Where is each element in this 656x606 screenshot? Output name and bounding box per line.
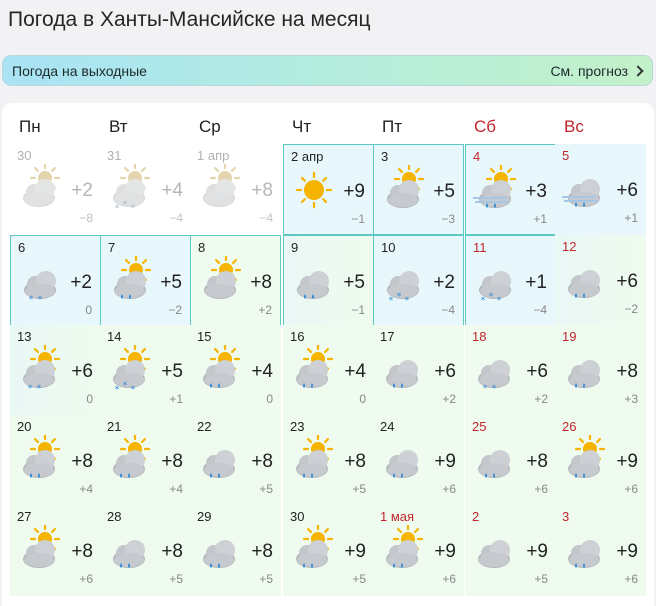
night-temperature: +6: [79, 572, 93, 586]
day-cell[interactable]: [555, 505, 646, 596]
weekday-header: Вт: [109, 117, 128, 136]
day-temperature: +4: [161, 180, 183, 201]
see-forecast-label: См. прогноз: [550, 62, 628, 79]
svg-text:*: *: [37, 295, 43, 305]
night-temperature: +4: [79, 482, 93, 496]
night-temperature: +5: [352, 482, 366, 496]
day-date: 14: [107, 329, 122, 344]
night-temperature: −1: [351, 212, 365, 226]
sun-cloud-rain-icon: [195, 345, 247, 395]
day-temperature: +9: [616, 451, 638, 472]
day-temperature: +8: [616, 361, 638, 382]
night-temperature: +5: [352, 572, 366, 586]
sun-cloud-rain-icon: [105, 435, 157, 485]
svg-text:*: *: [404, 296, 410, 306]
day-date: 19: [562, 329, 577, 344]
weekday-header: Сб: [474, 117, 497, 136]
day-temperature: +2: [71, 180, 93, 201]
sun-cloud-snow-heavy-icon: [105, 345, 157, 395]
day-cell[interactable]: [100, 415, 191, 506]
day-date: 27: [17, 509, 32, 524]
night-temperature: 0: [266, 392, 273, 406]
night-temperature: 0: [85, 303, 92, 317]
day-cell[interactable]: [373, 325, 464, 416]
cloud-icon: [470, 525, 522, 575]
day-temperature: +3: [525, 181, 547, 202]
day-date: 13: [17, 329, 32, 344]
night-temperature: +2: [258, 303, 272, 317]
svg-text:*: *: [396, 292, 402, 302]
sun-cloud-icon: [196, 256, 248, 306]
night-temperature: +4: [169, 482, 183, 496]
day-date: 21: [107, 419, 122, 434]
day-cell[interactable]: [100, 325, 191, 416]
day-temperature: +6: [526, 361, 548, 382]
day-date: 2: [472, 509, 480, 524]
night-temperature: +6: [624, 572, 638, 586]
day-date: 16: [290, 329, 305, 344]
day-cell[interactable]: [10, 415, 101, 506]
day-cell[interactable]: [465, 415, 556, 506]
svg-text:*: *: [122, 381, 128, 391]
night-temperature: −2: [624, 302, 638, 316]
day-date: 4: [473, 149, 481, 164]
sun-cloud-icon: [15, 525, 67, 575]
day-date: 3: [562, 509, 570, 524]
day-cell[interactable]: [555, 415, 646, 506]
day-date: 9: [291, 240, 299, 255]
day-date: 26: [562, 419, 577, 434]
night-temperature: −2: [168, 303, 182, 317]
day-date: 30: [290, 509, 305, 524]
day-cell[interactable]: [100, 505, 191, 596]
day-temperature: +6: [616, 271, 638, 292]
cloud-rain-icon: [105, 525, 157, 575]
day-date: 6: [18, 240, 26, 255]
svg-text:*: *: [114, 385, 120, 395]
day-temperature: +5: [343, 272, 365, 293]
day-date: 11: [473, 240, 487, 255]
sun-cloud-rain-icon: [560, 435, 612, 485]
day-temperature: +4: [344, 361, 366, 382]
day-date: 23: [290, 419, 305, 434]
day-date: 18: [472, 329, 487, 344]
day-cell[interactable]: [283, 144, 374, 235]
day-temperature: +9: [343, 181, 365, 202]
day-cell[interactable]: [10, 505, 101, 596]
sun-cloud-icon: [15, 164, 67, 214]
day-temperature: +8: [161, 451, 183, 472]
day-temperature: +8: [344, 451, 366, 472]
day-temperature: +1: [525, 272, 547, 293]
weekend-forecast-label: Погода на выходные: [12, 62, 147, 79]
night-temperature: 0: [359, 392, 366, 406]
svg-text:*: *: [27, 384, 33, 394]
svg-text:*: *: [130, 204, 136, 214]
day-cell[interactable]: [465, 144, 556, 235]
sun-cloud-rain-icon: [288, 525, 340, 575]
day-temperature: +8: [251, 541, 273, 562]
sun-fog-rain-icon: [471, 165, 523, 215]
day-temperature: +8: [251, 451, 273, 472]
day-cell[interactable]: [373, 144, 464, 235]
cloud-rain-icon: [560, 345, 612, 395]
day-temperature: +4: [251, 361, 273, 382]
cloud-rain-icon: [195, 525, 247, 575]
weekday-header: Чт: [292, 117, 312, 136]
cloud-snow-icon: [470, 345, 522, 395]
day-cell[interactable]: [373, 415, 464, 506]
night-temperature: −8: [79, 211, 93, 225]
cloud-rain-snow-icon: [289, 256, 341, 306]
sun-cloud-snow-icon: [15, 345, 67, 395]
night-temperature: −4: [259, 211, 273, 225]
night-temperature: +2: [534, 392, 548, 406]
night-temperature: +6: [624, 482, 638, 496]
day-temperature: +8: [251, 180, 273, 201]
day-cell[interactable]: [283, 325, 374, 416]
weekend-forecast-bar[interactable]: [2, 55, 653, 86]
day-cell[interactable]: [283, 235, 374, 326]
svg-text:*: *: [491, 384, 497, 394]
night-temperature: +5: [534, 572, 548, 586]
cloud-snow-heavy-icon: [379, 256, 431, 306]
day-date: 1 мая: [380, 509, 415, 524]
sun-icon: [289, 165, 341, 215]
cloud-rain-snow-icon: [560, 255, 612, 305]
svg-text:*: *: [28, 295, 34, 305]
day-date: 10: [381, 240, 396, 255]
night-temperature: −4: [441, 303, 455, 317]
day-cell[interactable]: [555, 144, 646, 235]
svg-text:*: *: [388, 296, 394, 306]
cloud-snow-heavy-icon: [471, 256, 523, 306]
day-date: 2 апр: [291, 149, 324, 164]
night-temperature: +3: [624, 392, 638, 406]
day-cell[interactable]: [555, 325, 646, 416]
day-temperature: +9: [434, 541, 456, 562]
day-cell[interactable]: [10, 144, 101, 235]
weekday-header: Пн: [19, 117, 41, 136]
sun-cloud-rain-icon: [378, 525, 430, 575]
svg-text:*: *: [482, 384, 488, 394]
day-date: 24: [380, 419, 395, 434]
day-cell[interactable]: [283, 415, 374, 506]
night-temperature: −3: [441, 212, 455, 226]
day-cell[interactable]: [465, 325, 556, 416]
day-cell[interactable]: [190, 415, 281, 506]
day-cell[interactable]: [373, 235, 464, 326]
day-temperature: +9: [616, 541, 638, 562]
day-temperature: +5: [433, 181, 455, 202]
cloud-fog-rain-icon: [560, 164, 612, 214]
chevron-right-icon: [632, 65, 643, 76]
day-date: 20: [17, 419, 32, 434]
weekday-header: Вс: [564, 117, 584, 136]
day-cell[interactable]: [465, 235, 556, 326]
day-cell[interactable]: [190, 505, 281, 596]
day-cell[interactable]: [100, 235, 191, 326]
day-date: 15: [197, 329, 212, 344]
day-date: 12: [562, 239, 577, 254]
day-temperature: +5: [161, 361, 183, 382]
day-date: 5: [562, 148, 570, 163]
sun-cloud-rain-icon: [288, 435, 340, 485]
night-temperature: +1: [624, 211, 638, 225]
day-temperature: +6: [71, 361, 93, 382]
day-date: 25: [472, 419, 487, 434]
day-cell[interactable]: [10, 325, 101, 416]
day-temperature: +8: [161, 541, 183, 562]
day-cell[interactable]: [465, 505, 556, 596]
night-temperature: −1: [351, 303, 365, 317]
cloud-rain-icon: [378, 345, 430, 395]
sun-cloud-rain-icon: [15, 435, 67, 485]
day-temperature: +8: [71, 541, 93, 562]
day-date: 8: [198, 240, 206, 255]
day-date: 28: [107, 509, 122, 524]
cloud-snow-icon: [16, 256, 68, 306]
night-temperature: +6: [534, 482, 548, 496]
day-date: 29: [197, 509, 212, 524]
night-temperature: +1: [169, 392, 183, 406]
night-temperature: +2: [442, 392, 456, 406]
day-date: 1 апр: [197, 148, 230, 163]
day-temperature: +2: [70, 272, 92, 293]
cloud-rain-icon: [560, 525, 612, 575]
day-temperature: +2: [433, 272, 455, 293]
day-temperature: +8: [250, 272, 272, 293]
see-forecast-link[interactable]: [550, 63, 642, 79]
svg-text:*: *: [114, 204, 120, 214]
night-temperature: −4: [533, 303, 547, 317]
day-temperature: +9: [434, 451, 456, 472]
day-temperature: +9: [344, 541, 366, 562]
day-temperature: +6: [616, 180, 638, 201]
day-cell[interactable]: [100, 144, 191, 235]
weekday-header: Пт: [382, 117, 403, 136]
night-temperature: +5: [259, 482, 273, 496]
svg-text:*: *: [122, 200, 128, 210]
day-cell[interactable]: [373, 505, 464, 596]
night-temperature: +6: [442, 572, 456, 586]
month-calendar: [2, 103, 654, 606]
cloud-rain-icon: [378, 435, 430, 485]
sun-cloud-icon: [379, 165, 431, 215]
day-temperature: +8: [71, 451, 93, 472]
day-cell[interactable]: [190, 235, 281, 326]
svg-text:*: *: [488, 292, 494, 302]
night-temperature: 0: [86, 392, 93, 406]
day-cell[interactable]: [283, 505, 374, 596]
svg-text:*: *: [36, 384, 42, 394]
day-date: 17: [380, 329, 395, 344]
day-date: 31: [107, 148, 122, 163]
svg-text:*: *: [480, 296, 486, 306]
svg-text:*: *: [130, 385, 136, 395]
day-temperature: +6: [434, 361, 456, 382]
cloud-rain-icon: [195, 435, 247, 485]
day-cell[interactable]: [555, 235, 646, 326]
night-temperature: −4: [169, 211, 183, 225]
day-date: 3: [381, 149, 389, 164]
day-cell[interactable]: [190, 144, 281, 235]
page-title: Погода в Ханты-Мансийске на месяц: [8, 8, 371, 31]
day-temperature: +8: [526, 451, 548, 472]
weekday-header: Ср: [199, 117, 221, 136]
sun-cloud-icon: [195, 164, 247, 214]
sun-cloud-rain-icon: [106, 256, 158, 306]
day-cell[interactable]: [190, 325, 281, 416]
night-temperature: +5: [259, 572, 273, 586]
svg-text:*: *: [496, 296, 502, 306]
night-temperature: +5: [169, 572, 183, 586]
cloud-sun-snow-icon: [105, 164, 157, 214]
day-date: 22: [197, 419, 212, 434]
day-date: 7: [108, 240, 116, 255]
night-temperature: +1: [533, 212, 547, 226]
night-temperature: +6: [442, 482, 456, 496]
day-temperature: +9: [526, 541, 548, 562]
day-cell[interactable]: [10, 235, 101, 326]
day-date: 30: [17, 148, 32, 163]
cloud-rain-icon: [470, 435, 522, 485]
day-temperature: +5: [160, 272, 182, 293]
sun-cloud-rain-icon: [288, 345, 340, 395]
